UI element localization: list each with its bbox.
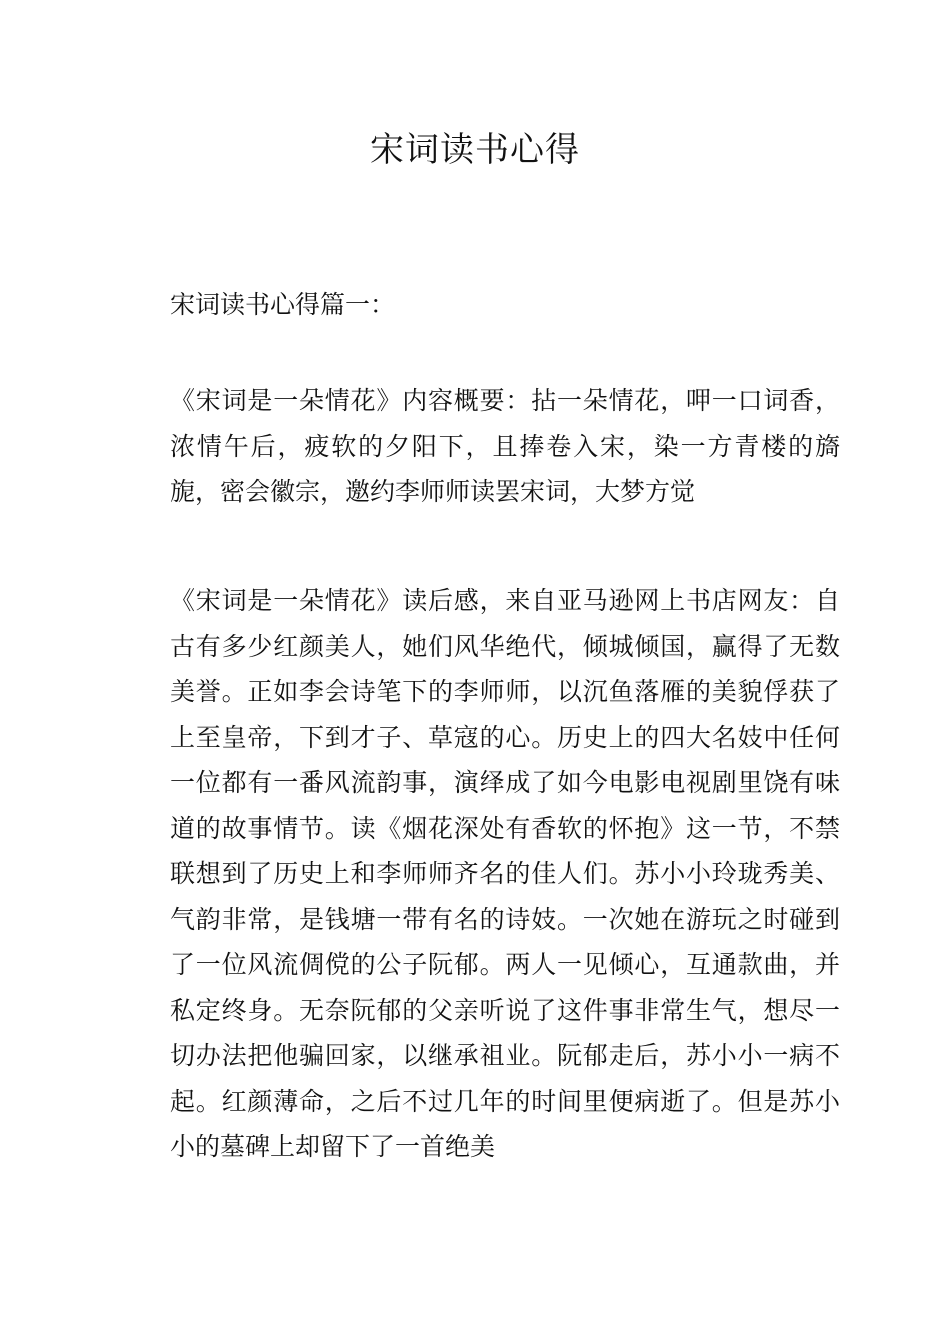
paragraph-summary: 《宋词是一朵情花》内容概要：拈一朵情花，呷一口词香，浓情午后，疲软的夕阳下，且捧卷入宋，染一方青楼的旖旎，密会徽宗，邀约李师师读罢宋词，大梦方觉: [170, 386, 840, 506]
section-heading: 宋词读书心得篇一：: [170, 290, 396, 319]
page-title: 宋词读书心得: [370, 130, 580, 170]
paragraph-review: 《宋词是一朵情花》读后感，来自亚马逊网上书店网友：自古有多少红颜美人，她们风华绝代，倾城倾国，赢得了无数美誉。正如李会诗笔下的李师师，以沉鱼落雁的美貌俘获了上至皇帝，下到才子、草寇的心。历史上的四大名妓中任何一位都有一番风流韵事，演绎成了如今电影电视剧里饶有味道的故事情节。读《烟花深处有香软的怀抱》这一节，不禁联想到了历史上和李师师齐名的佳人们。苏小小玲珑秀美、气韵非常，是钱塘一带有名的诗妓。一次她在游玩之时碰到了一位风流倜傥的公子阮郁。两人一见倾心，互通款曲，并私定终身。无奈阮郁的父亲听说了这件事非常生气，想尽一切办法把他骗回家，以继承祖业。阮郁走后，苏小小一病不起。红颜薄命，之后不过几年的时间里便病逝了。但是苏小小的墓碑上却留下了一首绝美: [170, 586, 840, 1161]
